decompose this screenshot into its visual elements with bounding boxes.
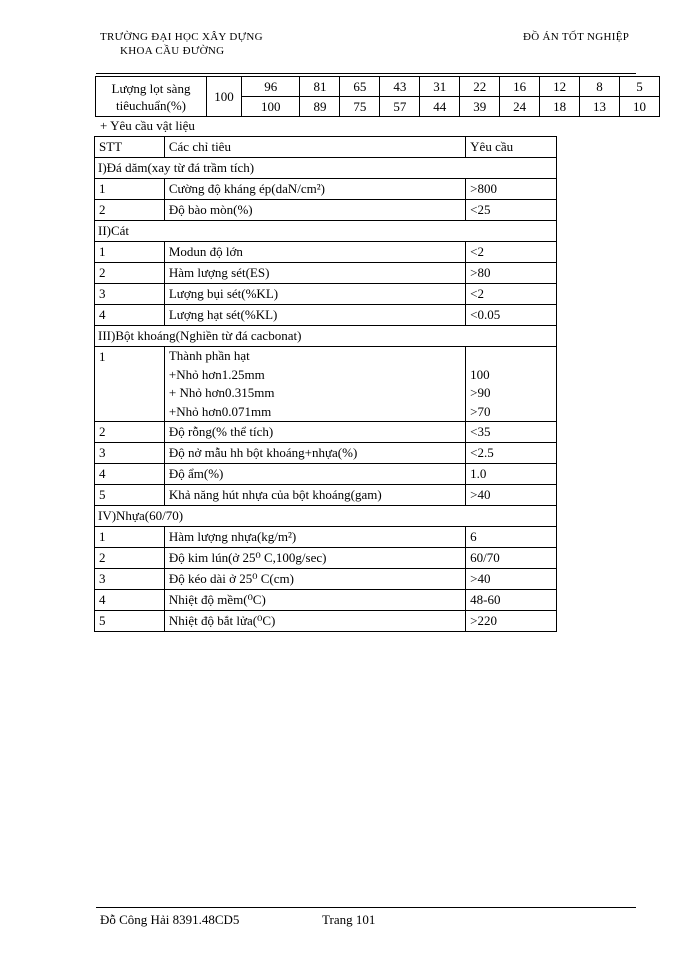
section-row — [95, 158, 557, 179]
grading-table — [95, 76, 660, 117]
row-value: >40 — [466, 485, 557, 506]
table-row — [95, 200, 557, 221]
particle-item-label: +Nhỏ hơn1.25mm — [168, 366, 265, 382]
row-criterion: Độ ẩm(%) — [164, 464, 465, 485]
section-title: III)Bột khoáng(Nghiền từ đá cacbonat) — [95, 326, 557, 347]
row-criterion: Cường độ kháng ép(daN/cm²) — [164, 179, 465, 200]
header-divider — [96, 73, 636, 74]
grading-cell: 100 — [242, 97, 300, 117]
row-criterion: Độ bào mòn(%) — [164, 200, 465, 221]
section-title: II)Cát — [95, 221, 557, 242]
grading-cell: 75 — [340, 97, 380, 117]
row-value: 60/70 — [466, 548, 557, 569]
school-name: TRƯỜNG ĐẠI HỌC XÂY DỰNG — [100, 31, 263, 43]
particle-item-label: +Nhỏ hơn0.071mm — [168, 403, 272, 419]
row-value: <25 — [466, 200, 557, 221]
particle-item-label: + Nhỏ hơn0.315mm — [168, 385, 275, 400]
row-criterion: Modun độ lớn — [164, 242, 465, 263]
section-title: I)Đá dăm(xay từ đá trầm tích) — [95, 158, 557, 179]
row-stt: 4 — [95, 305, 165, 326]
row-stt: 5 — [95, 611, 165, 632]
row-value: >220 — [466, 611, 557, 632]
section-row — [95, 506, 557, 527]
particle-spacer — [470, 347, 556, 366]
grading-cell: 8 — [580, 77, 620, 97]
section-row — [95, 221, 557, 242]
table-row-particle — [95, 347, 557, 422]
row-value: <2 — [466, 284, 557, 305]
grading-label — [96, 77, 207, 117]
grading-cell: 65 — [340, 77, 380, 97]
particle-item-value: >90 — [470, 385, 491, 400]
table-row — [95, 590, 557, 611]
row-value: <35 — [466, 422, 557, 443]
grading-cell: 96 — [242, 77, 300, 97]
table-row — [95, 179, 557, 200]
row-value: >80 — [466, 263, 557, 284]
row-criterion: Độ nở mẫu hh bột khoáng+nhựa(%) — [164, 443, 465, 464]
table-row — [95, 569, 557, 590]
row-stt: 2 — [95, 422, 165, 443]
row-stt: 4 — [95, 464, 165, 485]
row-stt: 3 — [95, 284, 165, 305]
row-criterion: Lượng bụi sét(%KL) — [164, 284, 465, 305]
grading-cell: 44 — [420, 97, 460, 117]
table-row — [95, 305, 557, 326]
table-row — [95, 284, 557, 305]
table-header-row — [95, 137, 557, 158]
row-criterion: Độ kim lún(ở 25⁰ C,100g/sec) — [164, 548, 465, 569]
row-value: 1.0 — [466, 464, 557, 485]
row-value: >800 — [466, 179, 557, 200]
table-row — [95, 464, 557, 485]
row-value: <0.05 — [466, 305, 557, 326]
particle-item-value: >70 — [470, 403, 491, 419]
table-row — [95, 263, 557, 284]
page-header-left — [100, 30, 263, 58]
grading-cell: 31 — [420, 77, 460, 97]
grading-cell: 13 — [580, 97, 620, 117]
row-criterion-multiline — [164, 347, 465, 422]
row-stt: 1 — [95, 527, 165, 548]
row-stt: 3 — [95, 443, 165, 464]
grading-cell: 24 — [500, 97, 540, 117]
grading-label-line1: Lượng lọt sàng — [111, 80, 191, 96]
section-row — [95, 326, 557, 347]
table-row — [95, 527, 557, 548]
grading-cell: 18 — [540, 97, 580, 117]
table-row — [95, 485, 557, 506]
table-row — [95, 242, 557, 263]
row-criterion: Nhiệt độ bắt lửa(⁰C) — [164, 611, 465, 632]
grading-cell: 81 — [300, 77, 340, 97]
particle-title: Thành phần hạt — [168, 348, 250, 363]
header-requirement: Yêu cầu — [466, 137, 557, 158]
requirements-table — [94, 136, 557, 632]
row-value: <2 — [466, 242, 557, 263]
row-stt: 1 — [95, 347, 165, 422]
footer-divider — [96, 907, 636, 908]
row-stt: 5 — [95, 485, 165, 506]
table-row — [95, 548, 557, 569]
header-criterion: Các chỉ tiêu — [164, 137, 465, 158]
page-number: Trang 101 — [322, 912, 376, 927]
requirements-title: + Yêu cầu vật liệu — [100, 118, 195, 133]
grading-cell: 22 — [460, 77, 500, 97]
row-criterion: Hàm lượng sét(ES) — [164, 263, 465, 284]
row-stt: 2 — [95, 263, 165, 284]
section-title: IV)Nhựa(60/70) — [95, 506, 557, 527]
row-stt: 4 — [95, 590, 165, 611]
row-value: <2.5 — [466, 443, 557, 464]
footer-author: Đỗ Công Hải 8391.48CD5 — [100, 912, 240, 927]
grading-cell: 43 — [380, 77, 420, 97]
faculty-name: KHOA CẦU ĐƯỜNG — [120, 45, 225, 57]
row-criterion: Hàm lượng nhựa(kg/m²) — [164, 527, 465, 548]
row-value-multiline — [466, 347, 557, 422]
grading-cell: 16 — [500, 77, 540, 97]
row-criterion: Lượng hạt sét(%KL) — [164, 305, 465, 326]
project-title: ĐỒ ÁN TỐT NGHIỆP — [523, 31, 630, 43]
grading-cell: 39 — [460, 97, 500, 117]
row-stt: 3 — [95, 569, 165, 590]
table-row — [95, 443, 557, 464]
grading-cell: 89 — [300, 97, 340, 117]
row-criterion: Độ rỗng(% thể tích) — [164, 422, 465, 443]
row-criterion: Khả năng hút nhựa của bột khoáng(gam) — [164, 485, 465, 506]
row-stt: 2 — [95, 548, 165, 569]
row-stt: 1 — [95, 179, 165, 200]
row-criterion: Độ kéo dài ở 25⁰ C(cm) — [164, 569, 465, 590]
header-stt: STT — [95, 137, 165, 158]
grading-cell: 5 — [619, 77, 659, 97]
table-row — [95, 422, 557, 443]
particle-item-value: 100 — [470, 366, 490, 382]
row-value: 48-60 — [466, 590, 557, 611]
row-value: >40 — [466, 569, 557, 590]
table-row — [95, 611, 557, 632]
grading-label-line2: tiêuchuẩn(%) — [115, 97, 187, 113]
row-value: 6 — [466, 527, 557, 548]
row-stt: 2 — [95, 200, 165, 221]
grading-cell: 12 — [540, 77, 580, 97]
row-stt: 1 — [95, 242, 165, 263]
grading-cell: 10 — [619, 97, 659, 117]
grading-cell-first: 100 — [207, 77, 242, 117]
grading-cell: 57 — [380, 97, 420, 117]
row-criterion: Nhiệt độ mềm(⁰C) — [164, 590, 465, 611]
grading-row-upper — [96, 77, 660, 97]
